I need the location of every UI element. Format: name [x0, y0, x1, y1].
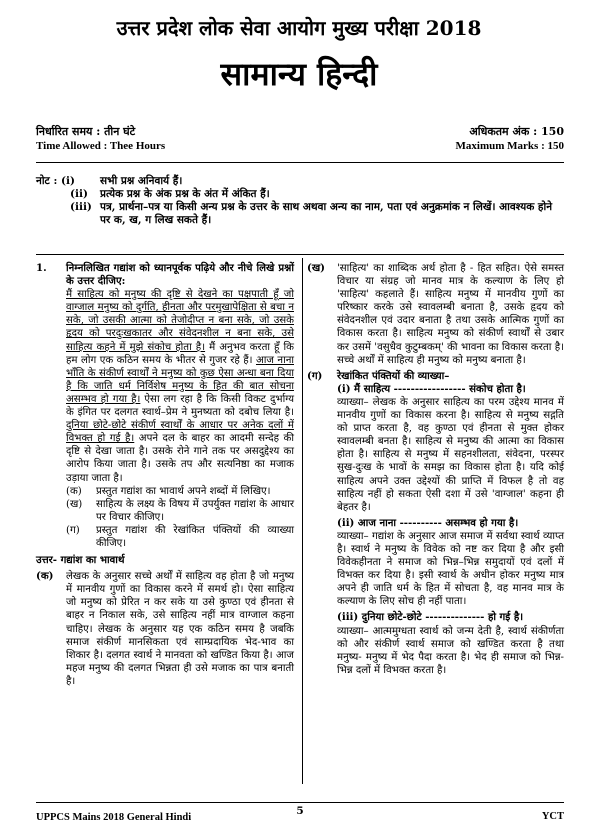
subquestion-label: (ग): [66, 524, 80, 536]
subquestion-text: प्रस्तुत गद्यांश की रेखांकित पंक्तियों की व्याख्या कीजिए।: [96, 524, 294, 549]
footer-left: UPPCS Mains 2018 General Hindi: [36, 812, 192, 823]
exam-title: उत्तर प्रदेश लोक सेवा आयोग मुख्य परीक्षा 2018: [116, 16, 482, 40]
column-divider: [302, 258, 303, 784]
footer-right: YCT: [541, 811, 564, 822]
note-item: सभी प्रश्न अनिवार्य हैं।: [100, 175, 183, 187]
subject-title: सामान्य हिन्दी: [220, 55, 378, 93]
time-allowed-hindi: निर्धारित समय : तीन घंटे: [36, 125, 136, 138]
explanation-text: व्याख्या– आत्ममुग्धता स्वार्थ को जन्म देती है, स्वार्थ संकीर्णता को और संकीर्ण स्वार्थ समाज को खण्डित करता है तथा मनुष्य- मनुष्य में भेद पैदा करता है। भेद ही समाज को भिन्न-भिन्न दलों में विभक्त करता है।: [337, 625, 564, 676]
max-marks-hindi: अधिकतम अंक : 150: [469, 125, 564, 138]
answer-label: (ख): [307, 262, 325, 274]
underlined-line-1: मैं साहित्य को मनुष्य की दृष्टि से देखने का पक्षपाती हूँ जो वाग्जाल मनुष्य को दुर्गति, हीनता और परमुखापेक्षिता से बचा न सके, जो उसकी आत्मा को तेजोदीप्त न बना सके, जो उसके हृदय को परदुःखकातर और संवेदनशील न बना सके, उसे साहित्य कहने में मुझे संकोच होता है।: [66, 289, 294, 353]
answer-label: (क): [36, 570, 54, 583]
page-number: 5: [296, 805, 304, 817]
explanation-subheading: (ii) आज नाना ---------- असम्भव हो गया है।: [337, 516, 519, 529]
top-rule: [36, 162, 564, 163]
explanation-subheading: (iii) दुनिया छोटे-छोटे -------------- हो गई है।: [337, 611, 524, 624]
page-footer: [36, 805, 564, 823]
right-column: [307, 262, 564, 677]
answer-label: (ग): [307, 369, 323, 382]
max-marks-english: Maximum Marks : 150: [455, 140, 564, 152]
subquestion-text: प्रस्तुत गद्यांश का भावार्थ अपने शब्दों में लिखिए।: [96, 485, 271, 497]
section-rule: [36, 254, 564, 255]
subquestion-label: (ख): [66, 498, 83, 510]
notes-section: [36, 175, 564, 227]
passage: मैं साहित्य को मनुष्य की दृष्टि से देखने का पक्षपाती हूँ जो वाग्जाल मनुष्य को दुर्गति, हीनता और परमुखापेक्षिता से बचा न सके, जो उसकी आत्मा को तेजोदीप्त न बना सके, जो उसके हृदय को परदुःखकातर और संवेदनशील न बना सके, उसे साहित्य कहने में मुझे संकोच होता है। मैं अनुभव करता हूँ कि हम लोग एक कठिन समय के भीतर से गुजर रहे हैं। आज नाना भाँति के संकीर्ण स्वार्थों ने मनुष्य को कुछ ऐसा अन्धा बना दिया है कि जाति धर्म निर्विशेष मनुष्य के हित की बात सोचना असम्भव हो गया है। ऐसा लग रहा है कि किसी विकट दुर्भाग्य के इंगित पर दलगत स्वार्थ–प्रेम ने मुनष्यता को दबोच लिया है। दुनिया छोटे-छोटे संकीर्ण स्वार्थों के आधार पर अनेक दलों में विभक्त हो गई है। अपने दल के बाहर का आदमी सन्देह की दृष्टि से देखा जाता है। उसके रोने गाने तक पर असदुद्देश्य का आरोप किया जाता है। उसके तप और सत्यनिष्ठा का मजाक उड़ाया जाता है।: [66, 289, 294, 484]
answer-heading: उत्तर- गद्यांश का भावार्थ: [36, 554, 125, 567]
notes-label: नोट : (i): [36, 175, 75, 187]
subquestion-text: साहित्य के लक्ष्य के विषय में उपर्युक्त गद्यांश के आधार पर विचार कीजिए।: [96, 498, 294, 523]
note-item: पत्र, प्रार्थना–पत्र या किसी अन्य प्रश्न के उत्तर के साथ अथवा अन्य का नाम, पता एवं अनुक्रमांक न लिखें। आवश्यक होने पर क, ख, ग लिख सकते हैं।: [100, 201, 553, 226]
subquestion-label: (क): [66, 485, 82, 497]
question-number: 1.: [36, 262, 47, 274]
underlined-line-3: दुनिया छोटे-छोटे संकीर्ण स्वार्थों के आधार पर अनेक दलों में विभक्त हो गई है।: [66, 420, 294, 445]
note-item: प्रत्येक प्रश्न के अंक प्रश्न के अंत में अंकित हैं।: [100, 188, 270, 200]
explanation-text: व्याख्या– लेखक के अनुसार साहित्य का परम उद्देश्य मानव में मानवीय गुणों का विकास करना है। साहित्य से मनुष्य सद्गति को प्राप्त करता है, वह कुण्ठा एवं हीनता से मुक्त होकर स्वावलम्बी बनता है। साहित्य से मनुष्य की आत्मा का विकास होता है। साहित्य से मनुष्य में सहनशीलता, संवेदना, परस्पर सुख-दुःख के भावों के समझ का विकास होता है। यदि कोई साहित्य अपने उक्त उद्देश्यों की प्राप्ति में विफल है तो वह साहित्य नहीं हो सकता ऐसी दशा में उसे 'वाग्जाल' कहना ही बेहतर है।: [337, 396, 564, 513]
underlined-line-2: आज नाना भाँति के संकीर्ण स्वार्थों ने मनुष्य को कुछ ऐसा अन्धा बना दिया है कि जाति धर्म निर्विशेष मनुष्य के हित की बात सोचना असम्भव हो गया है।: [66, 354, 294, 405]
bottom-rule: [36, 802, 564, 803]
explanation-text: व्याख्या– गद्यांश के अनुसार आज समाज में सर्वथा स्वार्थ व्याप्त है। स्वार्थ ने मनुष्य के विवेक को नष्ट कर दिया है और इसी विवेकहीनता ने समाज को भिन्न–भिन्न समुदायों एवं दलों में विभक्त कर दिया है। इसी स्वार्थ के अधीन होकर मनुष्य मात्र अपने ही जाति धर्म के हित में सोचता है, वह मानव मात्र के कल्याण के लिए सोच ही नहीं पाता।: [337, 530, 564, 608]
answer-text: लेखक के अनुसार सच्चे अर्थों में साहित्य वह होता है जो मनुष्य में मानवीय गुणों का विकास करने में समर्थ हो। ऐसा साहित्य जो मनुष्य को प्रेरित न कर सके या उसे कुण्ठा एवं हीनता से बाहर न निकाल सके, उसे साहित्य नहीं मात्र वाग्जाल कहना चाहिए। लेखक के अनुसार यह एक कठिन समय है जबकि समाज संकीर्ण मानसिकता एवं साम्प्रदायिक भेद-भाव का शिकार है। दलगत स्वार्थ ने मानवता को खण्डित किया है। आज महज मनुष्य की दलगत भिन्नता ही उसे मजाक का पात्र बनाती है।: [66, 571, 294, 687]
note-number: (iii): [70, 201, 92, 213]
time-allowed-english: Time Allowed : Thee Hours: [36, 140, 166, 152]
note-number: (ii): [70, 188, 88, 200]
left-column: [36, 262, 294, 688]
question-text: निम्नलिखित गद्यांश को ध्यानपूर्वक पढ़िये और नीचे लिखे प्रश्नों के उत्तर दीजिए:: [66, 262, 294, 288]
answer-text: 'साहित्य' का शाब्दिक अर्थ होता है - हित सहित। ऐसे समस्त विचार या संग्रह जो मानव मात्र के कल्याण के लिए हो 'साहित्य' कहलाते हैं। साहित्य मनुष्य में मानवीय गुणों का परिष्कार करके उसे स्वावलम्बी बनाता है, उसके हृदय को संवेदनशील एवं उदार बनाता है तथा उसके आत्मिक गुणों का विकास करता है। साहित्य मनुष्य को संकीर्ण स्वार्थों से उबार कर उसमें 'वसुधैव कुटुम्बकम्' की भावना का विकास करता है। सच्चे अर्थों में साहित्य ही मनुष्य को मनुष्य बनाता है।: [337, 263, 564, 366]
explanation-heading: रेखांकित पंक्तियों की व्याख्या–: [337, 369, 450, 382]
explanation-subheading: (i) मैं साहित्य ----------------- संकोच होता है।: [337, 382, 526, 395]
